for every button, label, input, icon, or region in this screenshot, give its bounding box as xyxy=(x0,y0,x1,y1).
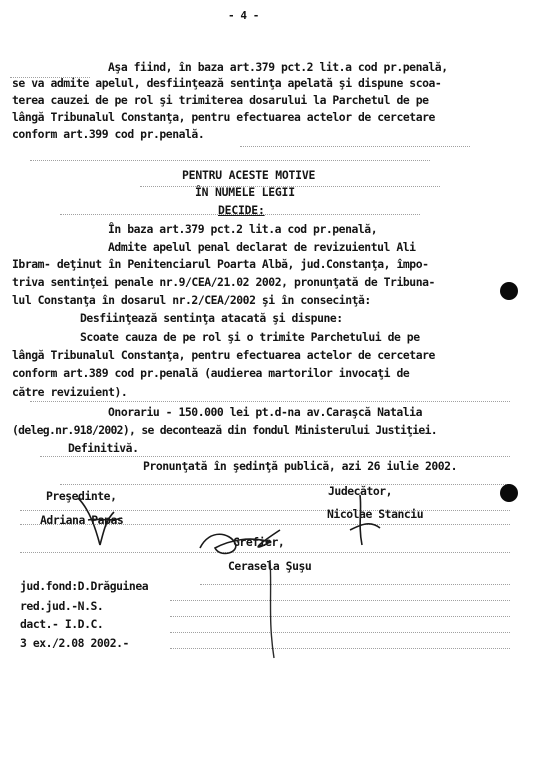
scan-noise xyxy=(30,160,430,164)
footer-line: 3 ex./2.08 2002.- xyxy=(20,636,129,650)
scan-noise xyxy=(60,484,510,488)
scan-noise xyxy=(240,146,470,150)
body-text-line: În baza art.379 pct.2 lit.a cod pr.penală, xyxy=(108,222,378,236)
president-title: Preşedinte, xyxy=(46,489,117,503)
body-text-line: lângă Tribunalul Constanţa, pentru efectuarea actelor de cercetare xyxy=(12,348,435,362)
scan-noise xyxy=(170,600,510,604)
body-text-line: conform art.389 cod pr.penală (audierea martorilor invocaţi de xyxy=(12,366,410,380)
body-text-line: Definitivă. xyxy=(68,441,139,455)
footer-line: red.jud.-N.S. xyxy=(20,599,104,613)
body-text-line: Ibram- deţinut în Penitenciarul Poarta Albă, jud.Constanţa, împo- xyxy=(12,257,429,271)
body-text-line: Pronunţată în şedinţă publică, azi 26 iulie 2002. xyxy=(143,459,457,473)
body-text-line: Admite apelul penal declarat de revizuientul Ali xyxy=(108,240,416,254)
body-text-line: Onorariu - 150.000 lei pt.d-na av.Caraşcă Natalia xyxy=(108,405,422,419)
president-name: Adriana Papas xyxy=(40,513,124,527)
vertical-pen-stroke xyxy=(262,560,282,660)
body-text-line: către revizuient). xyxy=(12,385,128,399)
body-text-line: Desfiinţează sentinţa atacată şi dispune: xyxy=(80,311,343,325)
scan-noise xyxy=(170,648,510,652)
scan-noise xyxy=(200,584,510,588)
scan-noise xyxy=(170,632,510,636)
judge-signature-scribble xyxy=(340,490,390,550)
body-text-line: terea cauzei de pe rol şi trimiterea dosarului la Parchetul de pe xyxy=(12,93,429,107)
clerk-name: Cerasela Şuşu xyxy=(228,559,312,573)
body-text-line: Aşa fiind, în baza art.379 pct.2 lit.a cod pr.penală, xyxy=(108,60,448,74)
heading-motives: PENTRU ACESTE MOTIVE xyxy=(182,168,316,182)
clerk-title: Grefier, xyxy=(233,535,285,549)
page-number: - 4 - xyxy=(228,9,259,22)
punch-hole xyxy=(500,282,518,300)
body-text-line: se va admite apelul, desfiinţează sentinţa apelată şi dispune scoa- xyxy=(12,76,442,90)
body-text-line: lul Constanţa în dosarul nr.2/CEA/2002 şi în consecinţă: xyxy=(12,293,371,307)
body-text-line: conform art.399 cod pr.penală. xyxy=(12,127,205,141)
body-text-line: lângă Tribunalul Constanţa, pentru efectuarea actelor de cercetare xyxy=(12,110,435,124)
judge-name: Nicolae Stanciu xyxy=(327,507,424,521)
heading-decide: DECIDE: xyxy=(218,203,265,217)
president-signature-scribble xyxy=(70,490,130,550)
footer-line: dact.- I.D.C. xyxy=(20,617,104,631)
punch-hole xyxy=(500,484,518,502)
body-text-line: triva sentinţei penale nr.9/CEA/21.02 2002, pronunţată de Tribuna- xyxy=(12,275,435,289)
body-text-line: (deleg.nr.918/2002), se decontează din fondul Ministerului Justiţiei. xyxy=(12,423,437,437)
scan-noise xyxy=(170,616,510,620)
judge-title: Judecător, xyxy=(328,484,393,498)
heading-law: ÎN NUMELE LEGII xyxy=(195,185,295,199)
body-text-line: Scoate cauza de pe rol şi o trimite Parchetului de pe xyxy=(80,330,420,344)
footer-line: jud.fond:D.Drăguinea xyxy=(20,579,149,593)
